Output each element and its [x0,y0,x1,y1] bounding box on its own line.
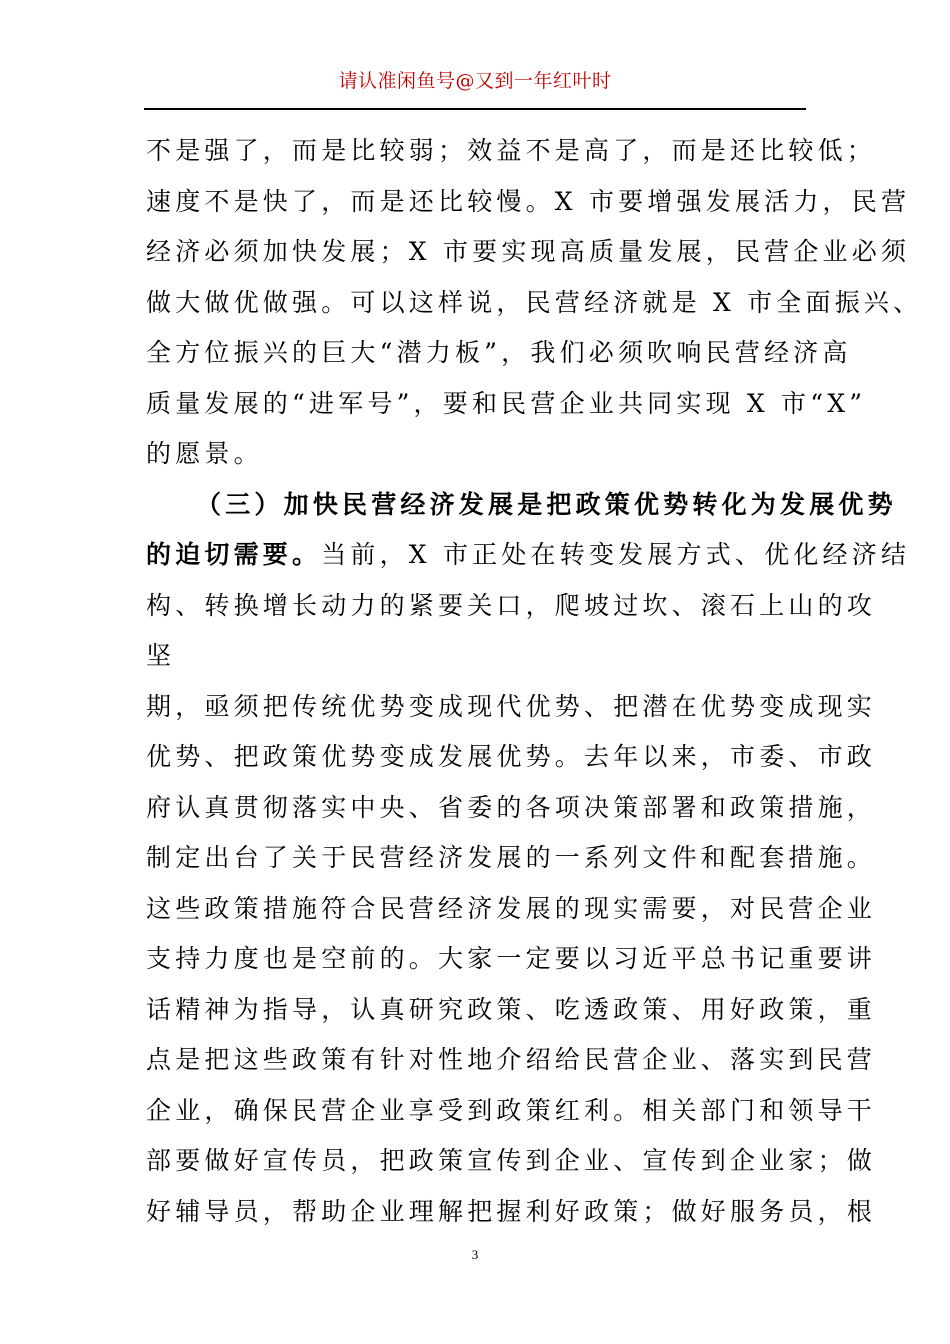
header-watermark-text: 请认准闲鱼号@又到一年红叶时 [338,70,612,92]
text-line: 全方位振兴的巨大“潜力板”，我们必须吹响民营经济高 [146,338,852,367]
text-line: 这些政策措施符合民营经济发展的现实需要，对民营企业 [146,893,877,923]
text-line: 优势、把政策优势变成发展优势。去年以来，市委、市政 [146,742,877,771]
header-divider [144,108,806,110]
text-line: 质量发展的“进军号”，要和民营企业共同实现 X 市“X” [146,388,867,418]
text-line: 制定出台了关于民营经济发展的一系列文件和配套措施。 [146,843,877,872]
text-line: 点是把这些政策有针对性地介绍给民营企业、落实到民营 [146,1045,877,1074]
text-line: 构、转换增长动力的紧要关口，爬坡过坎、滚石上山的攻 [146,590,877,620]
text-line: 速度不是快了，而是还比较慢。X 市要增强发展活力，民营 [146,186,911,216]
text-line: 府认真贯彻落实中央、省委的各项决策部署和政策措施， [146,792,877,822]
text-line: 经济必须加快发展；X 市要实现高质量发展，民营企业必须 [146,237,911,266]
section-heading-continuation [146,530,911,581]
text-line: 部要做好宣传员，把政策宣传到企业、宣传到企业家；做 [146,1146,877,1175]
text-line: 期，亟须把传统优势变成现代优势、把潜在优势变成现实 [146,691,877,721]
section-text: 当前，X 市正处在转变发展方式、优化经济结 [321,540,911,569]
text-line: 的愿景。 [146,439,263,468]
text-line: 不是强了，而是比较弱；效益不是高了，而是还比较低； [146,136,877,165]
text-line: 企业，确保民营企业享受到政策红利。相关部门和领导干 [146,1095,877,1125]
text-line: 好辅导员，帮助企业理解把握利好政策；做好服务员，根 [146,1196,877,1226]
document-body [146,126,923,1237]
text-line: 支持力度也是空前的。大家一定要以习近平总书记重要讲 [146,944,877,973]
page-number: 3 [471,1247,479,1262]
text-line: 话精神为指导，认真研究政策、吃透政策、用好政策，重 [146,994,877,1024]
text-line: 做大做优做强。可以这样说，民营经济就是 X 市全面振兴、 [146,287,923,317]
section-heading: （三）加快民营经济发展是把政策优势转化为发展优势 [196,489,897,519]
text-line: 坚 [146,641,176,670]
section-heading-end: 的迫切需要。 [146,540,322,569]
